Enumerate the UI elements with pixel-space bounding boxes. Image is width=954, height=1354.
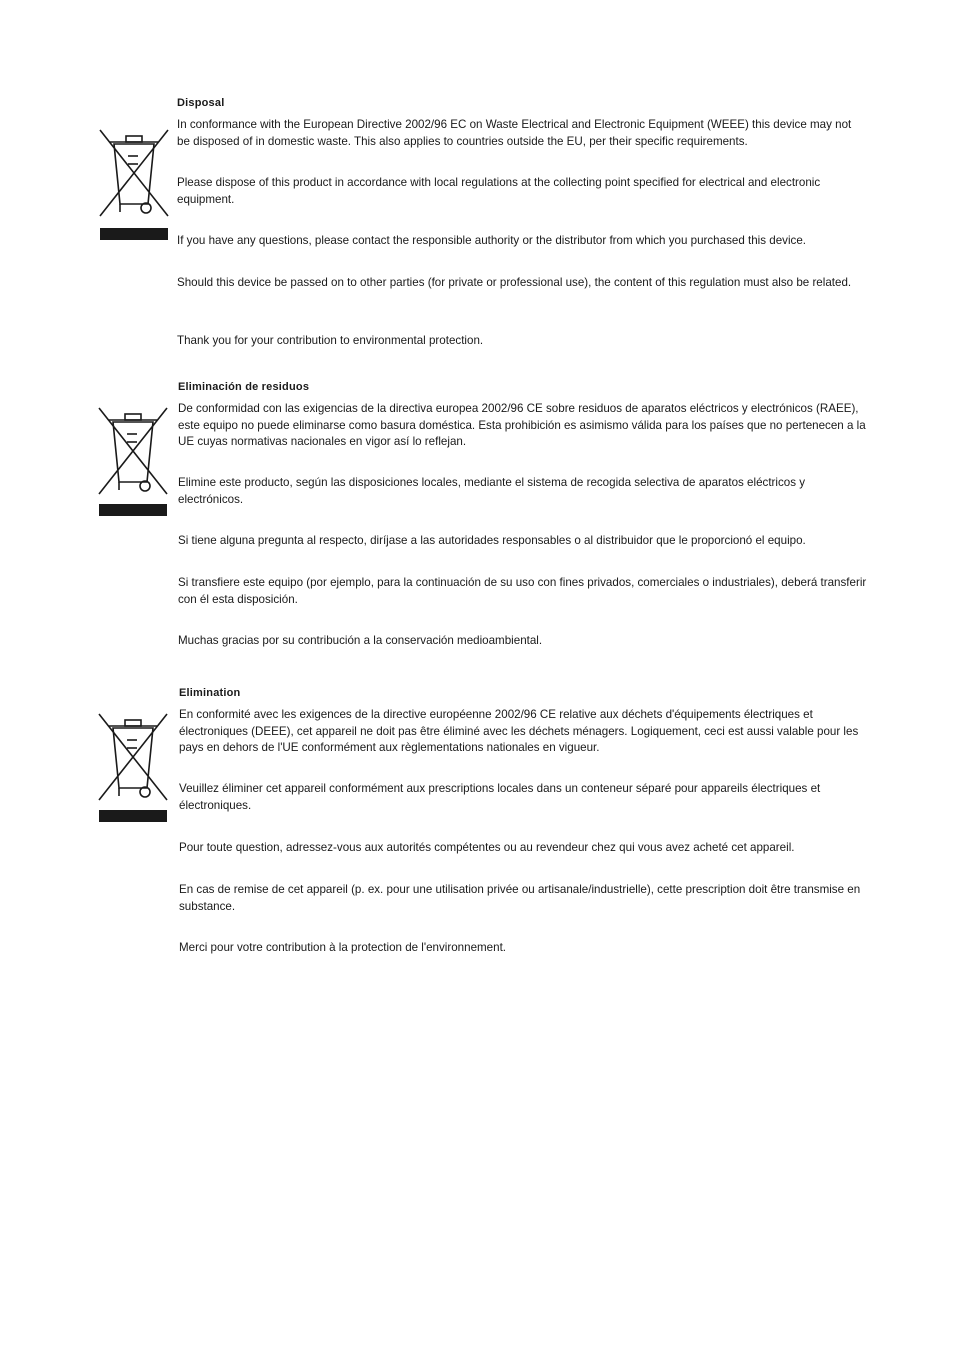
section-heading: Elimination xyxy=(179,687,241,699)
paragraph: En cas de remise de cet appareil (p. ex. pour une utilisation privée ou artisanale/industrielle), cette prescription doit être transmise en substance. xyxy=(179,883,861,913)
crossed-out-wheelie-bin-icon xyxy=(98,112,170,242)
paragraph: Should this device be passed on to other parties (for private or professional use), the content of this regulation must also be related. xyxy=(177,276,852,289)
section-heading: Disposal xyxy=(177,97,225,109)
paragraph: Please dispose of this product in accordance with local regulations at the collecting point specified for electrical and electronic equipment. xyxy=(177,176,821,206)
crossed-out-wheelie-bin-icon xyxy=(97,696,169,826)
crossed-out-wheelie-bin-icon xyxy=(97,390,169,520)
paragraph: Elimine este producto, según las disposiciones locales, mediante el sistema de recogida selectiva de aparatos eléctricos y electrónicos. xyxy=(178,476,806,506)
paragraph: Merci pour votre contribution à la protection de l'environnement. xyxy=(179,941,507,954)
paragraph: If you have any questions, please contact the responsible authority or the distributor from which you purchased this device. xyxy=(177,234,806,247)
paragraph: Muchas gracias por su contribución a la conservación medioambiental. xyxy=(178,634,543,647)
section-heading: Eliminación de residuos xyxy=(178,381,310,393)
paragraph: Si tiene alguna pregunta al respecto, diríjase a las autoridades responsables o al distribuidor que le proporcionó el equipo. xyxy=(178,534,806,547)
paragraph: Si transfiere este equipo (por ejemplo, para la continuación de su uso con fines privados, comerciales o industriales), deberá transferir con él esta disposición. xyxy=(178,576,867,606)
paragraph: In conformance with the European Directive 2002/96 EC on Waste Electrical and Electronic Equipment (WEEE) this device may not be disposed of in domestic waste. This also applies to countries outside the EU, per their specific requirements. xyxy=(177,118,852,148)
paragraph: Thank you for your contribution to environmental protection. xyxy=(177,334,484,347)
paragraph: Veuillez éliminer cet appareil conformément aux prescriptions locales dans un conteneur séparé pour appareils électriques et électroniques. xyxy=(179,782,821,812)
paragraph: En conformité avec les exigences de la directive européenne 2002/96 CE relative aux déchets d'équipements électriques et électroniques (DEEE), cet appareil ne doit pas être éliminé avec les déchets ménagers. Logiquement, ceci est aussi valable pour les pays en dehors de l'UE conformément aux règlementations nationales en vigueur. xyxy=(179,708,859,754)
paragraph: Pour toute question, adressez-vous aux autorités compétentes ou au revendeur chez qui vous avez acheté cet appareil. xyxy=(179,841,795,854)
paragraph: De conformidad con las exigencias de la directiva europea 2002/96 CE sobre residuos de aparatos eléctricos y electrónicos (RAEE), este equipo no puede eliminarse como basura doméstica. Esta prohibición es asimismo válida para los países que no pertenecen a la UE cuyas normativas nacionales en vigor así lo reflejan. xyxy=(178,402,866,448)
